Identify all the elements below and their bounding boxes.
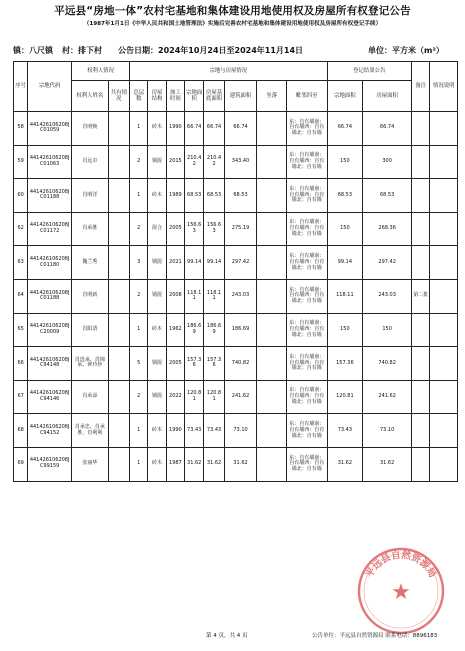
cell-land-area: 73.43 [185,414,204,448]
cell-location [257,279,287,313]
cell-shared [108,447,129,481]
cell-location [257,414,287,448]
cell-floors: 3 [130,246,148,280]
footer-publisher: 公告单位：平远县自然资源局 联系电话：8896183 [312,633,438,639]
table-row [14,414,458,448]
cell-base-area: 157.36 [204,347,224,381]
cell-land-area: 157.36 [185,347,204,381]
cell-floors: 1 [130,179,148,213]
cell-seq: 66 [14,347,28,381]
cell-boundary: 东：自有墙南：自有墙西：自有墙北：自有墙 [286,279,327,313]
cell-boundary: 东：自有墙南：自有墙西：自有墙北：自有墙 [286,447,327,481]
cell-shared [108,112,129,146]
cell-floors: 1 [130,447,148,481]
header-remark: 备注 [412,62,430,112]
cell-code: 441426106208JC20009 [28,313,72,347]
header-land-group: 宗地与房屋情况 [130,62,328,81]
cell-code: 441426106208JC01180 [28,246,72,280]
cell-situation [430,179,458,213]
cell-build-area: 31.62 [224,447,257,481]
cell-result-land-area: 157.36 [327,347,363,381]
cell-boundary: 东：自有墙南：自有墙西：自有墙北：自有墙 [286,414,327,448]
cell-year: 2015 [166,145,184,179]
cell-result-land-area: 66.74 [327,112,363,146]
table-row [14,279,458,313]
cell-structure: 钢混 [148,246,166,280]
cell-land-area: 120.81 [185,380,204,414]
cell-floors: 2 [130,279,148,313]
cell-location [257,112,287,146]
header-seq: 序号 [14,62,28,112]
cell-shared [108,279,129,313]
cell-boundary: 东：自有墙南：自有墙西：自有墙北：自有墙 [286,212,327,246]
cell-name: 肖明焕 [72,112,109,146]
table-row [14,313,458,347]
cell-seq: 59 [14,145,28,179]
table-row [14,112,458,146]
cell-result-land-area: 68.53 [327,179,363,213]
cell-name: 肖承添 [72,380,109,414]
cell-seq: 68 [14,414,28,448]
cell-year: 2005 [166,347,184,381]
cell-build-area: 68.53 [224,179,257,213]
cell-remark [412,212,430,246]
footer-page: 第 4 页，共 4 页 [206,633,248,639]
cell-situation [430,246,458,280]
cell-land-area: 186.69 [185,313,204,347]
cell-structure: 钢混 [148,347,166,381]
header-result-house-area: 房屋面积 [363,81,412,112]
cell-result-house-area: 31.62 [363,447,412,481]
cell-floors: 1 [130,112,148,146]
cell-result-house-area: 297.42 [363,246,412,280]
cell-remark [412,112,430,146]
cell-situation [430,347,458,381]
cell-code: 441426106208JC01188 [28,279,72,313]
cell-location [257,212,287,246]
header-result-group: 登记结果公告 [327,62,412,81]
cell-floors: 2 [130,380,148,414]
cell-result-house-area: 243.03 [363,279,412,313]
cell-situation [430,380,458,414]
cell-build-area: 275.19 [224,212,257,246]
header-build-area: 建筑面积 [224,81,257,112]
cell-build-area: 243.03 [224,279,257,313]
cell-location [257,145,287,179]
cell-name: 肖选承、肖锦承、钟玲珍 [72,347,109,381]
header-rights-group: 权利人情况 [72,62,130,81]
cell-base-area: 31.62 [204,447,224,481]
cell-location [257,313,287,347]
header-boundary: 毗邻四至 [286,81,327,112]
page-subtitle: （1987年1月1日《中华人民共和国土地管理法》实施后完善农村宅基地和集体建设用地使用权及房屋所有权登记手续） [83,21,382,27]
header-location: 坐落 [257,81,287,112]
cell-code: 441426106208JC01172 [28,212,72,246]
header-result-land-area: 宗地面积 [327,81,363,112]
header-shared: 共有情况 [108,81,129,112]
cell-code: 441426106208JC94148 [28,347,72,381]
cell-land-area: 210.42 [185,145,204,179]
table-row [14,447,458,481]
header-code: 宗地代码 [28,62,72,112]
cell-year: 1990 [166,112,184,146]
table-row [14,347,458,381]
cell-result-house-area: 68.53 [363,179,412,213]
cell-result-house-area: 740.82 [363,347,412,381]
cell-base-area: 73.43 [204,414,224,448]
cell-shared [108,179,129,213]
cell-situation [430,112,458,146]
cell-boundary: 东：自有墙南：自有墙西：自有墙北：自有墙 [286,179,327,213]
cell-build-area: 343.40 [224,145,257,179]
cell-situation [430,313,458,347]
meta-period: 公告日期：2024年10月24日至2024年11月14日 [118,46,304,55]
cell-result-house-area: 300 [363,145,412,179]
cell-land-area: 118.11 [185,279,204,313]
cell-floors: 2 [130,145,148,179]
cell-year: 1990 [166,414,184,448]
cell-code: 441426106208JC94152 [28,414,72,448]
cell-remark [412,179,430,213]
cell-base-area: 186.69 [204,313,224,347]
cell-floors: 1 [130,414,148,448]
cell-name: 魏兰秀 [72,246,109,280]
cell-situation [430,145,458,179]
cell-result-land-area: 120.81 [327,380,363,414]
cell-base-area: 156.63 [204,212,224,246]
cell-boundary: 东：自有墙南：自有墙西：自有墙北：自有墙 [286,313,327,347]
cell-result-house-area: 73.10 [363,414,412,448]
cell-result-house-area: 150 [363,313,412,347]
cell-year: 2008 [166,279,184,313]
official-seal [356,546,446,636]
cell-year: 1962 [166,313,184,347]
cell-remark [412,347,430,381]
cell-year: 1989 [166,179,184,213]
cell-shared [108,347,129,381]
cell-situation [430,414,458,448]
cell-structure: 钢混 [148,380,166,414]
cell-structure: 钢混 [148,279,166,313]
cell-seq: 63 [14,246,28,280]
header-structure: 房屋结构 [148,81,166,112]
cell-name: 张丽华 [72,447,109,481]
cell-year: 1987 [166,447,184,481]
cell-name: 肖明洋 [72,179,109,213]
table-row [14,380,458,414]
cell-seq: 65 [14,313,28,347]
cell-structure: 钢混 [148,145,166,179]
cell-base-area: 68.53 [204,179,224,213]
cell-base-area: 210.42 [204,145,224,179]
cell-result-land-area: 150 [327,145,363,179]
cell-remark [412,414,430,448]
cell-shared [108,145,129,179]
cell-build-area: 73.10 [224,414,257,448]
svg-text:★: ★ [391,580,411,605]
table-row [14,246,458,280]
cell-build-area: 740.82 [224,347,257,381]
cell-situation [430,212,458,246]
cell-remark: 第二批 [412,279,430,313]
registration-table [13,61,458,482]
cell-structure: 砖木 [148,447,166,481]
cell-build-area: 241.62 [224,380,257,414]
cell-name: 肖承忠、肖承胜、肖利利 [72,414,109,448]
cell-land-area: 68.53 [185,179,204,213]
cell-structure: 砖木 [148,313,166,347]
table-row [14,179,458,213]
cell-year: 2022 [166,380,184,414]
cell-name: 肖阳清 [72,313,109,347]
cell-shared [108,246,129,280]
cell-location [257,246,287,280]
cell-base-area: 118.11 [204,279,224,313]
cell-boundary: 东：自有墙南：自有墙西：自有墙北：自有墙 [286,380,327,414]
cell-structure: 砖木 [148,414,166,448]
cell-situation [430,279,458,313]
cell-remark [412,380,430,414]
cell-year: 2021 [166,246,184,280]
cell-result-house-area: 241.62 [363,380,412,414]
header-situation: 情况说明 [430,62,458,112]
cell-year: 2005 [166,212,184,246]
meta-town: 镇：八尺镇 [13,46,53,55]
cell-floors: 5 [130,347,148,381]
cell-seq: 69 [14,447,28,481]
cell-seq: 58 [14,112,28,146]
cell-location [257,447,287,481]
cell-floors: 1 [130,313,148,347]
cell-boundary: 东：自有墙南：自有墙西：自有墙北：自有墙 [286,246,327,280]
cell-remark [412,447,430,481]
cell-seq: 64 [14,279,28,313]
table-row [14,212,458,246]
cell-result-house-area: 66.74 [363,112,412,146]
cell-seq: 60 [14,179,28,213]
header-name: 权利人姓名 [72,81,109,112]
cell-floors: 2 [130,212,148,246]
cell-build-area: 186.69 [224,313,257,347]
cell-code: 441426106208JC01063 [28,145,72,179]
header-floors: 总层数 [130,81,148,112]
cell-result-land-area: 99.14 [327,246,363,280]
cell-situation [430,447,458,481]
cell-land-area: 31.62 [185,447,204,481]
cell-code: 441426106208JC94146 [28,380,72,414]
header-base-area: 房屋基底面积 [204,81,224,112]
cell-land-area: 66.74 [185,112,204,146]
cell-land-area: 156.63 [185,212,204,246]
page-title: 平远县“房地一体”农村宅基地和集体建设用地使用权及房屋所有权登记公告 [54,5,411,17]
cell-name: 肖远卓 [72,145,109,179]
cell-result-land-area: 150 [327,313,363,347]
cell-build-area: 297.42 [224,246,257,280]
svg-text:平远县自然资源局: 平远县自然资源局 [364,549,438,580]
cell-name: 肖承胜 [72,212,109,246]
cell-remark [412,145,430,179]
header-year: 竣工时间 [166,81,184,112]
cell-seq: 67 [14,380,28,414]
cell-code: 441426106208JC01188 [28,179,72,213]
cell-result-land-area: 31.62 [327,447,363,481]
cell-code: 441426106208JC01059 [28,112,72,146]
header-land-area: 宗地面积 [185,81,204,112]
cell-base-area: 120.81 [204,380,224,414]
cell-structure: 砖木 [148,112,166,146]
cell-boundary: 东：自有墙南：自有墙西：自有墙北：自有墙 [286,112,327,146]
cell-structure: 砖木 [148,179,166,213]
cell-shared [108,313,129,347]
cell-code: 441426106208JC99159 [28,447,72,481]
cell-location [257,179,287,213]
cell-result-land-area: 73.43 [327,414,363,448]
meta-unit: 单位：平方米（m²） [368,46,444,55]
cell-base-area: 99.14 [204,246,224,280]
cell-result-land-area: 150 [327,212,363,246]
cell-land-area: 99.14 [185,246,204,280]
cell-boundary: 东：自有墙南：自有墙西：自有墙北：自有墙 [286,145,327,179]
cell-name: 肖明新 [72,279,109,313]
cell-base-area: 66.74 [204,112,224,146]
cell-shared [108,380,129,414]
table-body [14,112,458,482]
cell-seq: 62 [14,212,28,246]
cell-result-house-area: 268.36 [363,212,412,246]
table-row [14,145,458,179]
cell-remark [412,246,430,280]
cell-result-land-area: 118.11 [327,279,363,313]
cell-shared [108,212,129,246]
meta-village: 村：排下村 [62,46,102,55]
cell-location [257,347,287,381]
cell-shared [108,414,129,448]
cell-remark [412,313,430,347]
cell-structure: 混合 [148,212,166,246]
cell-build-area: 66.74 [224,112,257,146]
cell-location [257,380,287,414]
cell-boundary: 东：自有墙南：自有墙西：自有墙北：自有墙 [286,347,327,381]
